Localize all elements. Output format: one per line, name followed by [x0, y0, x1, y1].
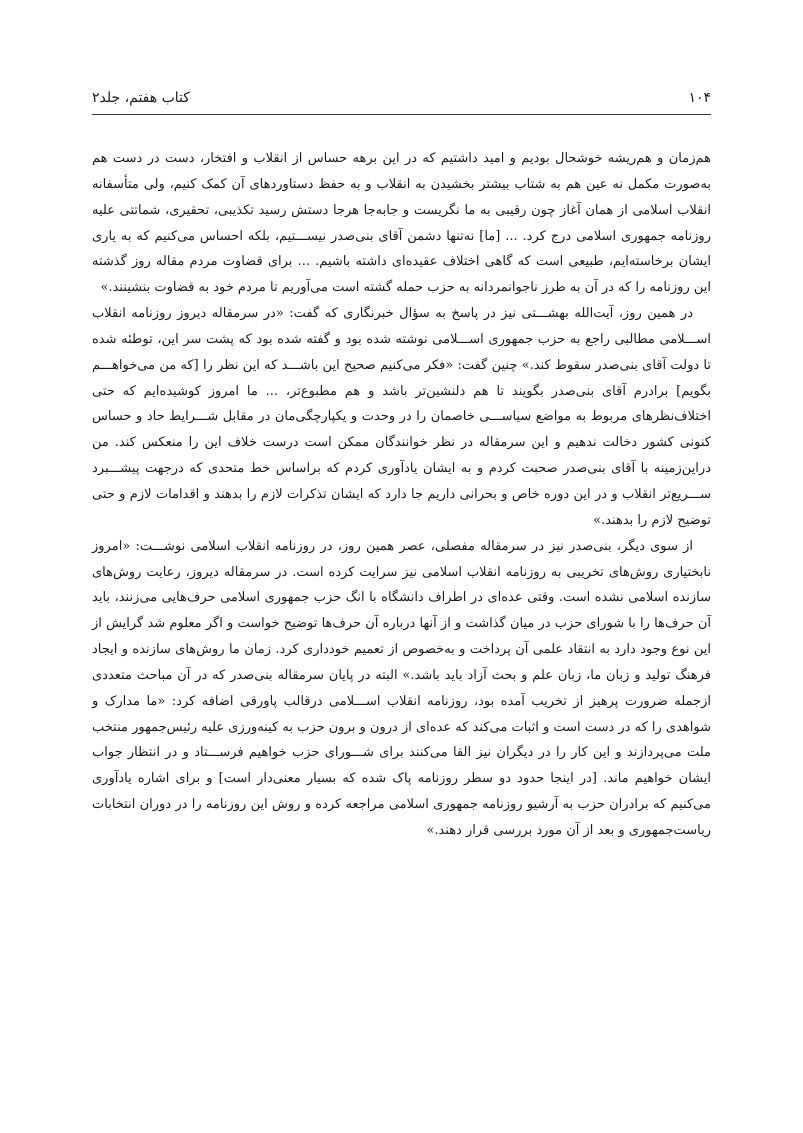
paragraph-3 — [92, 534, 711, 844]
paragraph-text: هم‌زمان و هم‌ریشه خوشحال بودیم و امید داشتیم که در این برهه حساس از انقلاب و افتخار، دست در دست هم به‌صورت مکمل نه عین هم به شتاب بیشتر بخشیدن به انقلاب و به حفظ دستاوردهای آن کمک کنیم، ولی متأسفانه انقلاب اسلامی از همان آغاز چون رقیبی به ما نگریست و جابه‌جا هرجا دستش رسید تکذیبی، تحقیری، شماتتی علیه روزنامه جمهوری اسلامی درج کرد. ... [ما] نه‌تنها دشمن آقای بنی‌صدر نیســـتیم، بلکه احساس می‌کنیم که به یاری ایشان برخاسته‌ایم، طبیعی است که گاهی اختلاف عقیده‌ای داشته باشیم. ... برای قضاوت مردم مقاله روز گذشته این روزنامه را که در آن به طرز ناجوانمردانه به حزب حمله گشته است می‌آوریم تا مردم خود به قضاوت بنشینند.» — [92, 151, 711, 296]
body-text — [92, 146, 711, 844]
paragraph-2 — [92, 301, 711, 534]
page-number: ۱۰۴ — [688, 90, 711, 106]
book-title: کتاب هفتم، جلد۲ — [92, 90, 190, 106]
running-header — [92, 86, 711, 115]
paragraph-1 — [92, 146, 711, 301]
paragraph-text: از سوی دیگر، بنی‌صدر نیز در سرمقاله مفصلی، عصر همین روز، در روزنامه انقلاب اسلامی نوشـــت: «امروز نابختیاری روش‌های تخریبی به روزنامه انقلاب اسلامی نیز سرایت کرده است. در سرمقاله دیروز، رعایت روش‌های سازنده اسلامی نشده است. وقتی عده‌ای در اطراف دانشگاه با انگ حزب جمهوری اسلامی حرف‌هایی می‌زنند، باید آن حرف‌ها را با شورای حزب در میان گذاشت و از آنها درباره آن حرف‌ها توضیح خواست و اگر معلوم شد گرایش از این نوع وجود دارد به انتقاد علمی آن پرداخت و به‌خصوص از تعمیم خودداری کرد. زمان ما روش‌های سازنده و ایجاد فرهنگ تولید و زبان ما، زبان علم و بحث آزاد باید باشد.» البته در پایان سرمقاله بنی‌صدر که در آن مباحث متعددی ازجمله ضرورت پرهیز از تخریب آمده بود، روزنامه انقلاب اســـلامی درقالب پاورقی اضافه کرد: «ما مدارک و شواهدی را که در دست است و اثبات می‌کند که عده‌ای از درون و برون حزب به کینه‌ورزی علیه رئیس‌جمهور منتخب ملت می‌پردازند و این کار را در دیگران نیز القا می‌کنند برای شـــورای حزب خواهیم فرســـتاد و در انتظار جواب ایشان خواهیم ماند. [در اینجا حدود دو سطر روزنامه پاک شده که بسیار معنی‌دار است] و برای اشاره یادآوری می‌کنیم که برادران حزب به آرشیو روزنامه جمهوری اسلامی مراجعه کرده و روش این روزنامه را در دوران انتخابات ریاست‌جمهوری و بعد از آن مورد بررسی قرار دهند.» — [92, 538, 711, 838]
paragraph-text: در همین روز، آیت‌الله بهشـــتی نیز در پاسخ به سؤال خبرنگاری که گفت: «در سرمقاله دیروز روزنامه انقلاب اســـلامی مطالبی راجع به حزب جمهوری اســـلامی نوشته شده بود و گفته شده بود که پشت سر این، توطئه شده تا دولت آقای بنی‌صدر سقوط کند.» چنین گفت: «فکر می‌کنیم صحیح این باشـــد که این نظر را [که من می‌خواهـــم بگویم] برادرم آقای بنی‌صدر بگویند تا هم دلنشین‌تر باشد و هم مطبوع‌تر، ... ما امروز کوشیده‌ایم که حتی اختلاف‌نظرهای مربوط به مواضع سیاســـی خاصمان را در وحدت و یکپارچگی‌مان در مقابل شـــرایط حاد و حساس کنونی کشور دخالت ندهیم و این سرمقاله در نظر خوانندگان ممکن است درست خلاف این را منعکس کند. من دراین‌زمینه با آقای بنی‌صدر صحبت کردم و به ایشان یادآوری کردم که براساس خط متحدی که درجهت پیشـــبرد ســـریع‌تر انقلاب و در این دوره خاص و بحرانی داریم جا دارد که ایشان تذکرات لازم را بدهند و اقدامات لازم و حتی توضیح لازم را بدهند.» — [92, 306, 711, 528]
